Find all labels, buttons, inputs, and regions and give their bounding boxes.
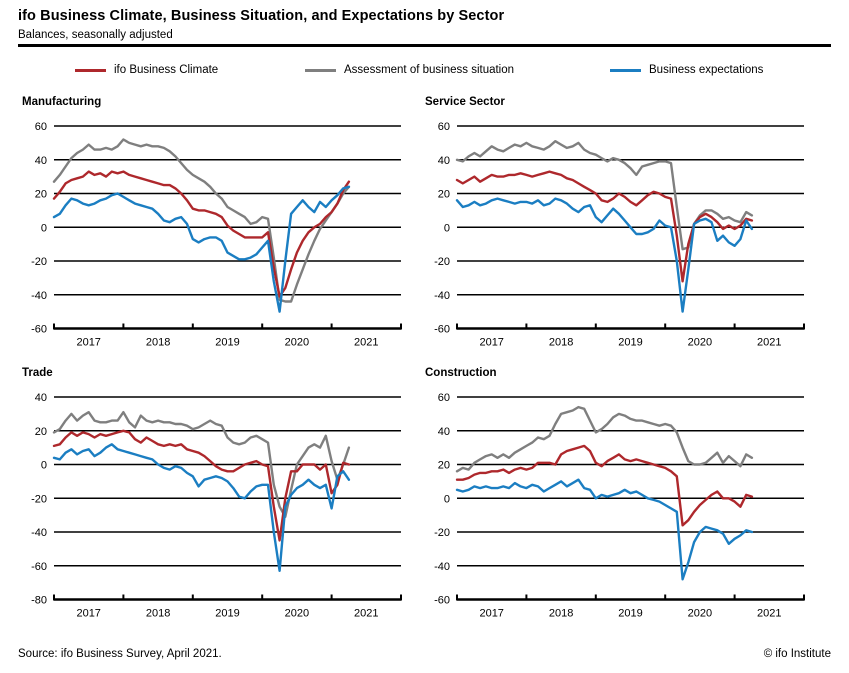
chart-title-service-sector: Service Sector (425, 96, 505, 108)
y-tick-label: -40 (31, 289, 47, 302)
y-tick-label: -20 (434, 527, 450, 539)
series-line-business-expectations (54, 444, 349, 571)
legend-item-expectations (610, 64, 763, 76)
legend (0, 64, 849, 84)
y-tick-label: 60 (437, 392, 450, 404)
chart-construction (411, 366, 821, 626)
y-tick-label: -20 (31, 493, 47, 506)
y-tick-label: 20 (34, 425, 47, 438)
y-tick-label: 40 (34, 154, 47, 167)
x-tick-label: 2021 (354, 336, 379, 349)
page-subtitle: Balances, seasonally adjusted (18, 29, 173, 41)
chart-manufacturing (8, 95, 418, 355)
expectations-line-swatch (610, 69, 641, 72)
x-tick-label: 2018 (548, 607, 574, 620)
legend-label-climate: ifo Business Climate (114, 64, 219, 76)
chart-trade (8, 366, 418, 626)
y-tick-label: -80 (31, 594, 47, 607)
legend-label-expectations: Business expectations (649, 64, 764, 76)
x-tick-label: 2019 (215, 336, 240, 349)
x-tick-label: 2017 (479, 336, 504, 349)
x-tick-label: 2019 (618, 607, 643, 620)
climate-line-swatch (75, 69, 106, 72)
chart-service-sector (411, 95, 821, 355)
x-tick-label: 2019 (618, 336, 643, 349)
x-tick-label: 2021 (757, 336, 782, 349)
x-tick-label: 2021 (354, 607, 379, 620)
y-tick-label: -40 (434, 560, 450, 573)
situation-line-swatch (305, 69, 336, 72)
y-tick-label: 0 (443, 222, 450, 235)
y-tick-label: 0 (443, 493, 450, 506)
y-tick-label: 40 (437, 425, 450, 438)
chart-title-construction: Construction (425, 367, 497, 379)
x-tick-label: 2017 (76, 336, 101, 349)
series-line-business-expectations (457, 480, 752, 580)
series-line-assessment-of-business-situation (457, 141, 752, 249)
series-line-ifo-business-climate (457, 446, 752, 525)
plot-area (8, 389, 410, 629)
x-tick-label: 2019 (215, 607, 240, 620)
y-tick-label: 60 (437, 121, 450, 133)
x-tick-label: 2020 (284, 336, 310, 349)
series-line-ifo-business-climate (54, 172, 349, 297)
x-tick-label: 2018 (145, 336, 171, 349)
page-title: ifo Business Climate, Business Situation, and Expectations by Sector (18, 8, 505, 24)
y-tick-label: 40 (34, 392, 47, 404)
chart-title-manufacturing: Manufacturing (22, 96, 102, 108)
chart-canvas-trade (8, 389, 410, 634)
y-tick-label: -20 (31, 256, 47, 268)
x-tick-label: 2021 (757, 607, 782, 620)
y-tick-label: 20 (437, 188, 450, 201)
y-tick-label: -20 (434, 256, 450, 268)
plot-area (411, 389, 813, 629)
y-tick-label: 0 (40, 459, 47, 472)
series-line-business-expectations (54, 187, 349, 312)
y-tick-label: 40 (437, 154, 450, 167)
y-tick-label: 20 (34, 188, 47, 201)
legend-item-climate (75, 64, 218, 76)
x-tick-label: 2020 (687, 607, 713, 620)
plot-area (8, 118, 410, 358)
legend-label-situation: Assessment of business situation (344, 64, 515, 76)
y-tick-label: -40 (31, 527, 47, 539)
series-line-ifo-business-climate (457, 172, 752, 282)
source-note: Source: ifo Business Survey, April 2021. (18, 648, 222, 660)
legend-item-situation (305, 64, 514, 76)
y-tick-label: 0 (40, 222, 47, 235)
series-line-assessment-of-business-situation (457, 407, 752, 471)
plot-area (411, 118, 813, 358)
x-tick-label: 2020 (284, 607, 310, 620)
copyright-note: © ifo Institute (763, 648, 831, 660)
y-tick-label: -60 (31, 323, 47, 336)
y-tick-label: -60 (434, 594, 450, 607)
chart-title-trade: Trade (22, 367, 53, 379)
x-tick-label: 2018 (548, 336, 574, 349)
chart-canvas-manufacturing (8, 118, 410, 363)
x-tick-label: 2017 (76, 607, 101, 620)
y-tick-label: 20 (437, 459, 450, 472)
series-line-assessment-of-business-situation (54, 140, 349, 302)
y-tick-label: -40 (434, 289, 450, 302)
chart-canvas-service-sector (411, 118, 813, 363)
chart-canvas-construction (411, 389, 813, 634)
x-tick-label: 2017 (479, 607, 504, 620)
y-tick-label: -60 (31, 560, 47, 573)
y-tick-label: -60 (434, 323, 450, 336)
header-divider (18, 44, 831, 47)
y-tick-label: 60 (34, 121, 47, 133)
series-line-ifo-business-climate (54, 431, 349, 541)
x-tick-label: 2020 (687, 336, 713, 349)
x-tick-label: 2018 (145, 607, 171, 620)
